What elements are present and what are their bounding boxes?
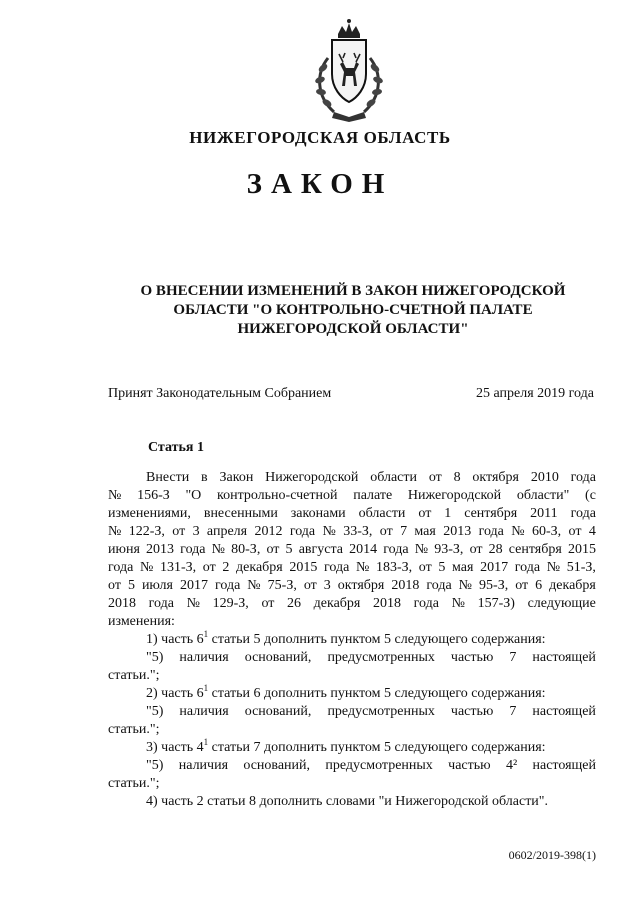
- word: 2010: [530, 470, 559, 485]
- word: года: [426, 578, 452, 593]
- word: года: [478, 524, 504, 539]
- word: 51-З,: [566, 560, 596, 575]
- word: 5: [438, 560, 446, 575]
- word: от: [418, 506, 432, 521]
- region-heading: НИЖЕГОРОДСКАЯ ОБЛАСТЬ: [189, 128, 451, 147]
- word: №: [458, 578, 473, 593]
- word: года: [570, 506, 596, 521]
- word: в: [201, 470, 208, 485]
- adoption-date: 25 апреля 2019 года: [476, 386, 594, 401]
- word: №: [355, 560, 370, 575]
- word: 7: [400, 524, 408, 539]
- word: области: [370, 470, 417, 485]
- amendment-quote-end: статьи.";: [108, 668, 160, 683]
- word: частью: [450, 704, 494, 719]
- amendment-quote: [108, 703, 596, 721]
- word: сентября: [508, 542, 562, 557]
- word: апреля: [206, 524, 248, 539]
- word: Внести: [146, 470, 190, 485]
- intro-line: [108, 469, 596, 487]
- nizhny-novgorod-coat-of-arms-icon: [308, 18, 390, 122]
- word: 2: [222, 560, 230, 575]
- word: мая: [414, 524, 436, 539]
- word: 75-З,: [267, 578, 297, 593]
- word: палате: [353, 488, 393, 503]
- word: 2018: [391, 578, 420, 593]
- word: от: [261, 596, 275, 611]
- word: наличия: [178, 758, 229, 773]
- word: от: [108, 578, 121, 593]
- word: следующие: [527, 596, 596, 611]
- word: Нижегородской: [265, 470, 359, 485]
- word: 2017: [480, 560, 509, 575]
- intro-line: [108, 559, 596, 577]
- word: 2011: [530, 506, 558, 521]
- amendment-quote-end: статьи.";: [108, 776, 160, 791]
- intro-line: [108, 541, 596, 559]
- word: 80-З,: [231, 542, 261, 557]
- word: 156-З: [137, 488, 170, 503]
- word: 6: [535, 578, 543, 593]
- word: Закон: [219, 470, 254, 485]
- word: от: [469, 542, 483, 557]
- word: оснований,: [243, 758, 311, 773]
- article-heading: Статья 1: [148, 440, 204, 455]
- word: (с: [585, 488, 596, 503]
- word: предусмотренных: [327, 650, 435, 665]
- word: 2015: [289, 560, 318, 575]
- word: наличия: [179, 650, 229, 665]
- word: августа: [298, 542, 343, 557]
- amendment-item-3: [108, 739, 596, 757]
- word: Нижегородской: [407, 488, 502, 503]
- word: 2013: [146, 542, 175, 557]
- word: изменениями,: [108, 506, 191, 521]
- word: 5: [285, 542, 293, 557]
- word: 95-З,: [479, 578, 509, 593]
- word: от: [418, 560, 432, 575]
- word: года: [383, 542, 409, 557]
- intro-line: [108, 595, 596, 613]
- word: июля: [141, 578, 173, 593]
- word: 5: [127, 578, 135, 593]
- word: предусмотренных: [327, 704, 435, 719]
- word: года: [214, 578, 241, 593]
- word: от: [568, 524, 582, 539]
- word: 2015: [567, 542, 596, 557]
- word: "5): [146, 704, 164, 719]
- item-superscript: 1: [203, 629, 209, 639]
- word: внесенными: [203, 506, 278, 521]
- word: 4²: [505, 758, 518, 773]
- title-line: НИЖЕГОРОДСКОЙ ОБЛАСТИ": [237, 321, 469, 337]
- amendment-item-2: [108, 685, 596, 703]
- word: от: [172, 524, 186, 539]
- intro-line-last: изменения:: [108, 614, 175, 629]
- word: июня: [108, 542, 140, 557]
- word: декабря: [313, 596, 361, 611]
- word: оснований,: [244, 704, 312, 719]
- word: оснований,: [244, 650, 312, 665]
- word: 157-З): [477, 596, 515, 611]
- word: частью: [450, 650, 494, 665]
- word: предусмотренных: [325, 758, 433, 773]
- word: года: [413, 596, 439, 611]
- word: 26: [287, 596, 302, 611]
- word: 2018: [373, 596, 401, 611]
- word: №: [108, 524, 122, 539]
- word: от: [379, 524, 393, 539]
- word: сентября: [464, 506, 518, 521]
- word: 28: [488, 542, 503, 557]
- intro-line: [108, 577, 596, 595]
- intro-line: [108, 487, 596, 505]
- word: "5): [146, 758, 164, 773]
- amendment-quote: [108, 649, 596, 667]
- word: 131-З,: [159, 560, 197, 575]
- word: настоящей: [532, 650, 596, 665]
- law-title: [118, 282, 588, 339]
- amendment-quote-end: статьи.";: [108, 722, 160, 737]
- word: 2013: [443, 524, 472, 539]
- word: 7: [509, 650, 517, 665]
- intro-line: [108, 505, 596, 523]
- word: 183-З,: [375, 560, 413, 575]
- word: 60-З,: [531, 524, 562, 539]
- word: декабря: [236, 560, 283, 575]
- amendment-item-1: [108, 631, 596, 649]
- word: от: [266, 542, 280, 557]
- word: №: [451, 596, 465, 611]
- word: области": [516, 488, 570, 503]
- word: №: [414, 542, 429, 557]
- word: №: [108, 488, 122, 503]
- word: от: [303, 578, 317, 593]
- word: области: [358, 506, 406, 521]
- word: "5): [146, 650, 164, 665]
- item-superscript: 1: [203, 737, 209, 747]
- word: 8: [453, 470, 461, 485]
- word: 2018: [108, 596, 136, 611]
- document-code: 0602/2019-398(1): [508, 848, 596, 862]
- document-type: ЗАКОН: [246, 168, 394, 200]
- word: 2014: [349, 542, 378, 557]
- word: контрольно-счетной: [216, 488, 338, 503]
- word: 7: [509, 704, 517, 719]
- word: 3: [192, 524, 200, 539]
- word: года: [570, 470, 596, 485]
- word: настоящей: [532, 758, 596, 773]
- word: №: [247, 578, 261, 593]
- word: 129-З,: [212, 596, 249, 611]
- word: наличия: [179, 704, 229, 719]
- word: "О: [185, 488, 202, 503]
- word: №: [211, 542, 225, 557]
- word: от: [428, 470, 442, 485]
- item-text: 2) часть 6: [146, 686, 204, 701]
- item-text: статьи 7 дополнить пунктом 5 следующего содержания:: [208, 740, 546, 755]
- word: частью: [448, 758, 491, 773]
- word: года: [514, 560, 541, 575]
- word: декабря: [549, 578, 596, 593]
- amendment-item-4: 4) часть 2 статьи 8 дополнить словами "и Нижегородской области".: [146, 794, 549, 809]
- article-body: [108, 469, 596, 811]
- word: от: [515, 578, 529, 593]
- word: №: [322, 524, 336, 539]
- word: октября: [337, 578, 385, 593]
- word: 93-З,: [434, 542, 464, 557]
- word: №: [139, 560, 154, 575]
- item-superscript: 1: [203, 683, 209, 693]
- word: №: [546, 560, 561, 575]
- title-line: ОБЛАСТИ "О КОНТРОЛЬНО-СЧЕТНОЙ ПАЛАТЕ: [173, 302, 533, 318]
- adopted-by: Принят Законодательным Собранием: [108, 386, 332, 401]
- word: законами: [290, 506, 346, 521]
- word: №: [511, 524, 525, 539]
- word: года: [289, 524, 316, 539]
- word: 4: [588, 524, 596, 539]
- word: 1: [444, 506, 452, 521]
- item-text: статьи 6 дополнить пунктом 5 следующего содержания:: [208, 686, 546, 701]
- word: 2017: [179, 578, 208, 593]
- word: 2012: [254, 524, 283, 539]
- word: 122-З,: [128, 524, 165, 539]
- word: №: [186, 596, 200, 611]
- title-line: О ВНЕСЕНИИ ИЗМЕНЕНИЙ В ЗАКОН НИЖЕГОРОДСКОЙ: [140, 283, 566, 299]
- word: 33-З,: [343, 524, 373, 539]
- word: октября: [472, 470, 519, 485]
- item-text: статьи 5 дополнить пунктом 5 следующего содержания:: [208, 632, 546, 647]
- word: настоящей: [532, 704, 596, 719]
- word: года: [180, 542, 206, 557]
- word: года: [148, 596, 174, 611]
- word: года: [108, 560, 134, 575]
- amendment-quote: [108, 757, 596, 775]
- word: года: [324, 560, 350, 575]
- word: от: [202, 560, 216, 575]
- word: 3: [323, 578, 331, 593]
- item-text: 1) часть 6: [146, 632, 204, 647]
- item-text: 3) часть 4: [146, 740, 204, 755]
- intro-line: [108, 523, 596, 541]
- word: мая: [452, 560, 474, 575]
